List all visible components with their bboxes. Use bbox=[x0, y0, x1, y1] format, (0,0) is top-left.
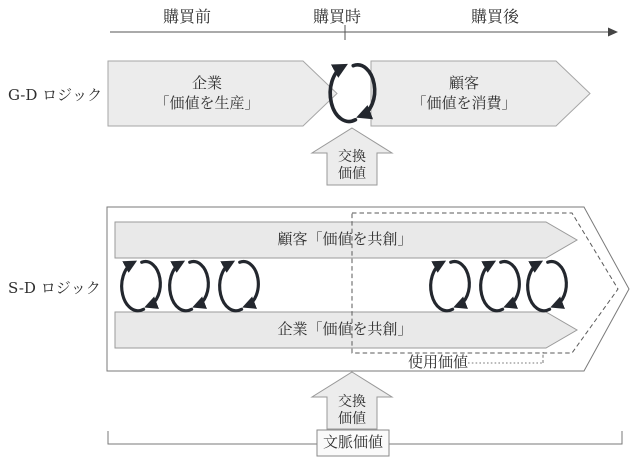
context-value-label bbox=[317, 430, 389, 456]
gd-exchange-line1: 交換 bbox=[338, 148, 366, 165]
sd-exchange-line2: 価値 bbox=[338, 411, 366, 427]
right-arrowhead-icon bbox=[608, 28, 618, 37]
gd-consumer-line1: 顧客 bbox=[448, 74, 479, 92]
timeline-label-after: 購買後 bbox=[470, 7, 520, 26]
timeline-label-at: 購買時 bbox=[312, 7, 362, 26]
sd-row-label: S-D ロジック bbox=[8, 279, 101, 297]
sd-customer-band-label bbox=[115, 221, 575, 258]
gd-row-label: G-D ロジック bbox=[8, 86, 103, 104]
timeline-label-before: 購買前 bbox=[162, 7, 212, 26]
use-value-label: 使用価値 bbox=[408, 353, 469, 371]
context-value-text: 文脈価値 bbox=[322, 433, 383, 452]
gd-exchange-value-label bbox=[312, 146, 392, 186]
gd-producer-line2: 「価値を生産」 bbox=[154, 93, 260, 112]
sd-company-band-text: 企業「価値を共創」 bbox=[277, 319, 413, 338]
gd-consumer-line2: 「価値を消費」 bbox=[411, 93, 517, 112]
sd-exchange-line1: 交換 bbox=[338, 393, 366, 410]
gd-exchange-line2: 価値 bbox=[338, 166, 366, 182]
gd-producer-line1: 企業 bbox=[191, 74, 222, 92]
timeline-axis bbox=[110, 25, 618, 40]
sd-company-band-label bbox=[115, 311, 575, 348]
gd-producer-arrow-text bbox=[108, 62, 306, 125]
sd-customer-band-text: 顧客「価値を共創」 bbox=[277, 229, 413, 248]
gd-consumer-arrow-text bbox=[371, 62, 557, 125]
sd-exchange-value-label bbox=[312, 390, 392, 432]
